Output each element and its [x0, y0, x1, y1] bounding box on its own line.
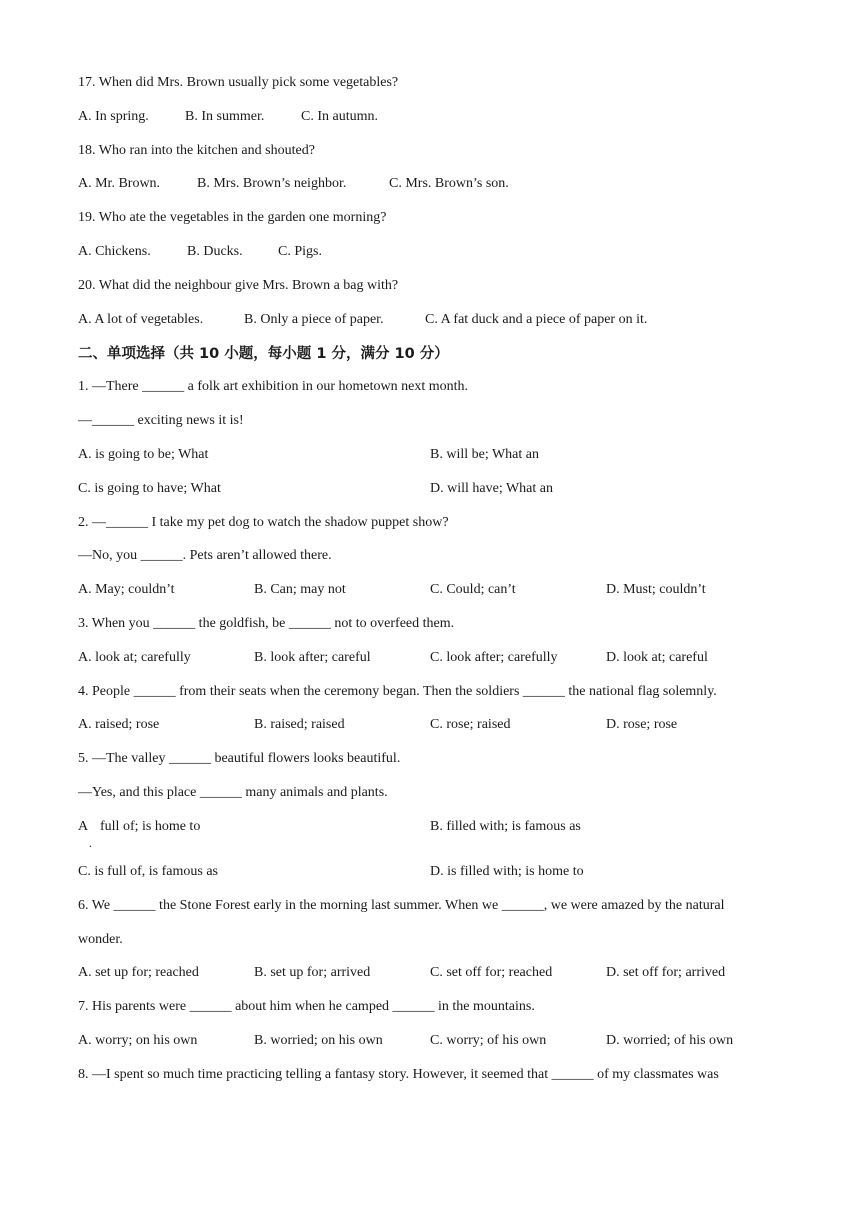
mc1-option-b: B. will be; What an [430, 447, 539, 462]
mc4-option-d: D. rose; rose [606, 717, 678, 732]
q19-option-c: C. Pigs. [278, 244, 322, 259]
mc2-option-d: D. Must; couldn’t [606, 582, 706, 597]
mc6-option-d: D. set off for; arrived [606, 965, 726, 980]
q18-option-a: A. Mr. Brown. [78, 176, 161, 191]
q17-option-a: A. In spring. [78, 109, 149, 124]
question-17: 17. When did Mrs. Brown usually pick some vegetables? [78, 75, 399, 90]
mc3-option-c: C. look after; carefully [430, 650, 558, 665]
mc-question-8: 8. —I spent so much time practicing telling a fantasy story. However, it seemed that ______ of my classmates was [78, 1067, 719, 1082]
mc4-option-c: C. rose; raised [430, 717, 511, 732]
mc5-option-a-dot: . [89, 836, 92, 850]
mc-question-2: 2. —______ I take my pet dog to watch the shadow puppet show? [78, 515, 449, 530]
q20-option-b: B. Only a piece of paper. [244, 312, 384, 327]
mc4-option-b: B. raised; raised [254, 717, 345, 732]
q18-option-c: C. Mrs. Brown’s son. [389, 176, 509, 191]
mc-question-5-reply: —Yes, and this place ______ many animals and plants. [78, 785, 388, 800]
mc-question-2-reply: —No, you ______. Pets aren’t allowed there. [78, 548, 332, 563]
mc1-option-c: C. is going to have; What [78, 481, 221, 496]
section-heading: 二、单项选择（共 10 小题，每小题 1 分，满分 10 分） [78, 346, 449, 362]
mc1-option-d: D. will have; What an [430, 481, 553, 496]
mc-question-1-reply: —______ exciting news it is! [78, 413, 244, 428]
mc6-option-b: B. set up for; arrived [254, 965, 371, 980]
question-18: 18. Who ran into the kitchen and shouted? [78, 143, 315, 158]
q20-option-c: C. A fat duck and a piece of paper on it. [425, 312, 648, 327]
question-19: 19. Who ate the vegetables in the garden one morning? [78, 210, 387, 225]
q17-option-b: B. In summer. [185, 109, 265, 124]
q19-option-a: A. Chickens. [78, 244, 151, 259]
mc6-option-a: A. set up for; reached [78, 965, 199, 980]
mc3-option-d: D. look at; careful [606, 650, 708, 665]
mc-question-7: 7. His parents were ______ about him when he camped ______ in the mountains. [78, 999, 535, 1014]
mc5-option-a-text: full of; is home to [100, 819, 201, 834]
q17-option-c: C. In autumn. [301, 109, 378, 124]
mc7-option-b: B. worried; on his own [254, 1033, 383, 1048]
mc3-option-a: A. look at; carefully [78, 650, 191, 665]
mc5-option-b: B. filled with; is famous as [430, 819, 581, 834]
mc5-option-d: D. is filled with; is home to [430, 864, 584, 879]
mc-question-6: 6. We ______ the Stone Forest early in the morning last summer. When we ______, we were amazed by the natural [78, 898, 725, 913]
mc7-option-a: A. worry; on his own [78, 1033, 198, 1048]
mc7-option-d: D. worried; of his own [606, 1033, 734, 1048]
mc-question-4: 4. People ______ from their seats when the ceremony began. Then the soldiers ______ the national flag solemnly. [78, 684, 717, 699]
mc2-option-b: B. Can; may not [254, 582, 346, 597]
mc-question-3: 3. When you ______ the goldfish, be ______ not to overfeed them. [78, 616, 455, 631]
mc2-option-c: C. Could; can’t [430, 582, 516, 597]
q18-option-b: B. Mrs. Brown’s neighbor. [197, 176, 347, 191]
mc5-option-c: C. is full of, is famous as [78, 864, 218, 879]
mc2-option-a: A. May; couldn’t [78, 582, 175, 597]
mc-question-1: 1. —There ______ a folk art exhibition in our hometown next month. [78, 379, 468, 394]
mc1-option-a: A. is going to be; What [78, 447, 209, 462]
q20-option-a: A. A lot of vegetables. [78, 312, 204, 327]
mc5-option-a-letter: A [78, 819, 89, 834]
question-20: 20. What did the neighbour give Mrs. Brown a bag with? [78, 278, 399, 293]
q19-option-b: B. Ducks. [187, 244, 243, 259]
mc6-option-c: C. set off for; reached [430, 965, 553, 980]
mc-question-5: 5. —The valley ______ beautiful flowers looks beautiful. [78, 751, 401, 766]
mc3-option-b: B. look after; careful [254, 650, 371, 665]
mc4-option-a: A. raised; rose [78, 717, 160, 732]
mc7-option-c: C. worry; of his own [430, 1033, 547, 1048]
mc-question-6-continued: wonder. [78, 932, 123, 947]
